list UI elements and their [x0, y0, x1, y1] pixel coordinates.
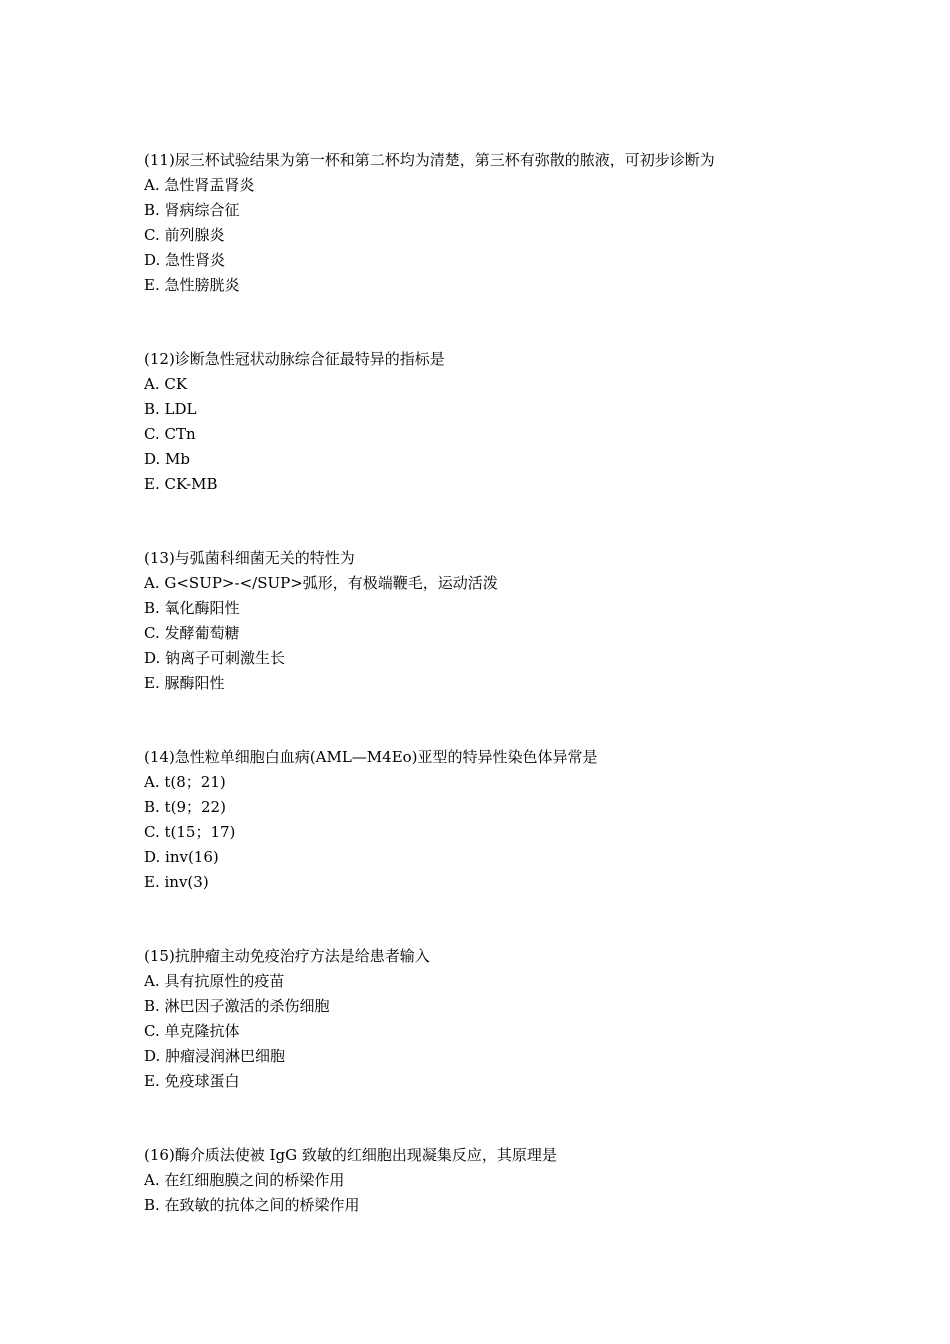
question-12 [144, 347, 844, 497]
option-a: A. 具有抗原性的疫苗 [144, 972, 285, 990]
option-b: B. 在致敏的抗体之间的桥梁作用 [144, 1196, 360, 1214]
option-e: E. 脲酶阳性 [144, 674, 225, 692]
option-c: C. t(15；17) [144, 823, 236, 841]
option-b: B. 肾病综合征 [144, 201, 240, 219]
question-stem: (16)酶介质法使被 IgG 致敏的红细胞出现凝集反应，其原理是 [144, 1146, 557, 1164]
question-16 [144, 1143, 844, 1218]
option-a: A. 急性肾盂肾炎 [144, 176, 255, 194]
option-d: D. inv(16) [144, 848, 219, 866]
option-d: D. 肿瘤浸润淋巴细胞 [144, 1047, 286, 1065]
option-d: D. 急性肾炎 [144, 251, 226, 269]
option-c: C. 前列腺炎 [144, 226, 225, 244]
option-a: A. 在红细胞膜之间的桥梁作用 [144, 1171, 345, 1189]
option-b: B. 氧化酶阳性 [144, 599, 240, 617]
question-14 [144, 745, 844, 895]
option-b: B. t(9；22) [144, 798, 226, 816]
option-a: A. CK [144, 375, 188, 393]
question-stem: (14)急性粒单细胞白血病(AML—M4Eo)亚型的特异性染色体异常是 [144, 748, 598, 766]
option-a: A. t(8；21) [144, 773, 226, 791]
question-stem: (13)与弧菌科细菌无关的特性为 [144, 549, 355, 567]
option-e: E. CK-MB [144, 475, 218, 493]
option-e: E. inv(3) [144, 873, 209, 891]
option-d: D. Mb [144, 450, 190, 468]
option-e: E. 急性膀胱炎 [144, 276, 240, 294]
option-b: B. LDL [144, 400, 197, 418]
option-b: B. 淋巴因子激活的杀伤细胞 [144, 997, 330, 1015]
option-c: C. 发酵葡萄糖 [144, 624, 240, 642]
question-stem: (12)诊断急性冠状动脉综合征最特异的指标是 [144, 350, 445, 368]
question-stem: (11)尿三杯试验结果为第一杯和第二杯均为清楚，第三杯有弥散的脓液，可初步诊断为 [144, 151, 715, 169]
question-stem: (15)抗肿瘤主动免疫治疗方法是给患者输入 [144, 947, 430, 965]
option-c: C. 单克隆抗体 [144, 1022, 240, 1040]
question-13 [144, 546, 844, 696]
option-a: A. G<SUP>-</SUP>弧形，有极端鞭毛，运动活泼 [144, 574, 498, 592]
question-15 [144, 944, 844, 1094]
question-11 [144, 148, 844, 298]
option-c: C. CTn [144, 425, 196, 443]
option-d: D. 钠离子可刺激生长 [144, 649, 286, 667]
option-e: E. 免疫球蛋白 [144, 1072, 240, 1090]
